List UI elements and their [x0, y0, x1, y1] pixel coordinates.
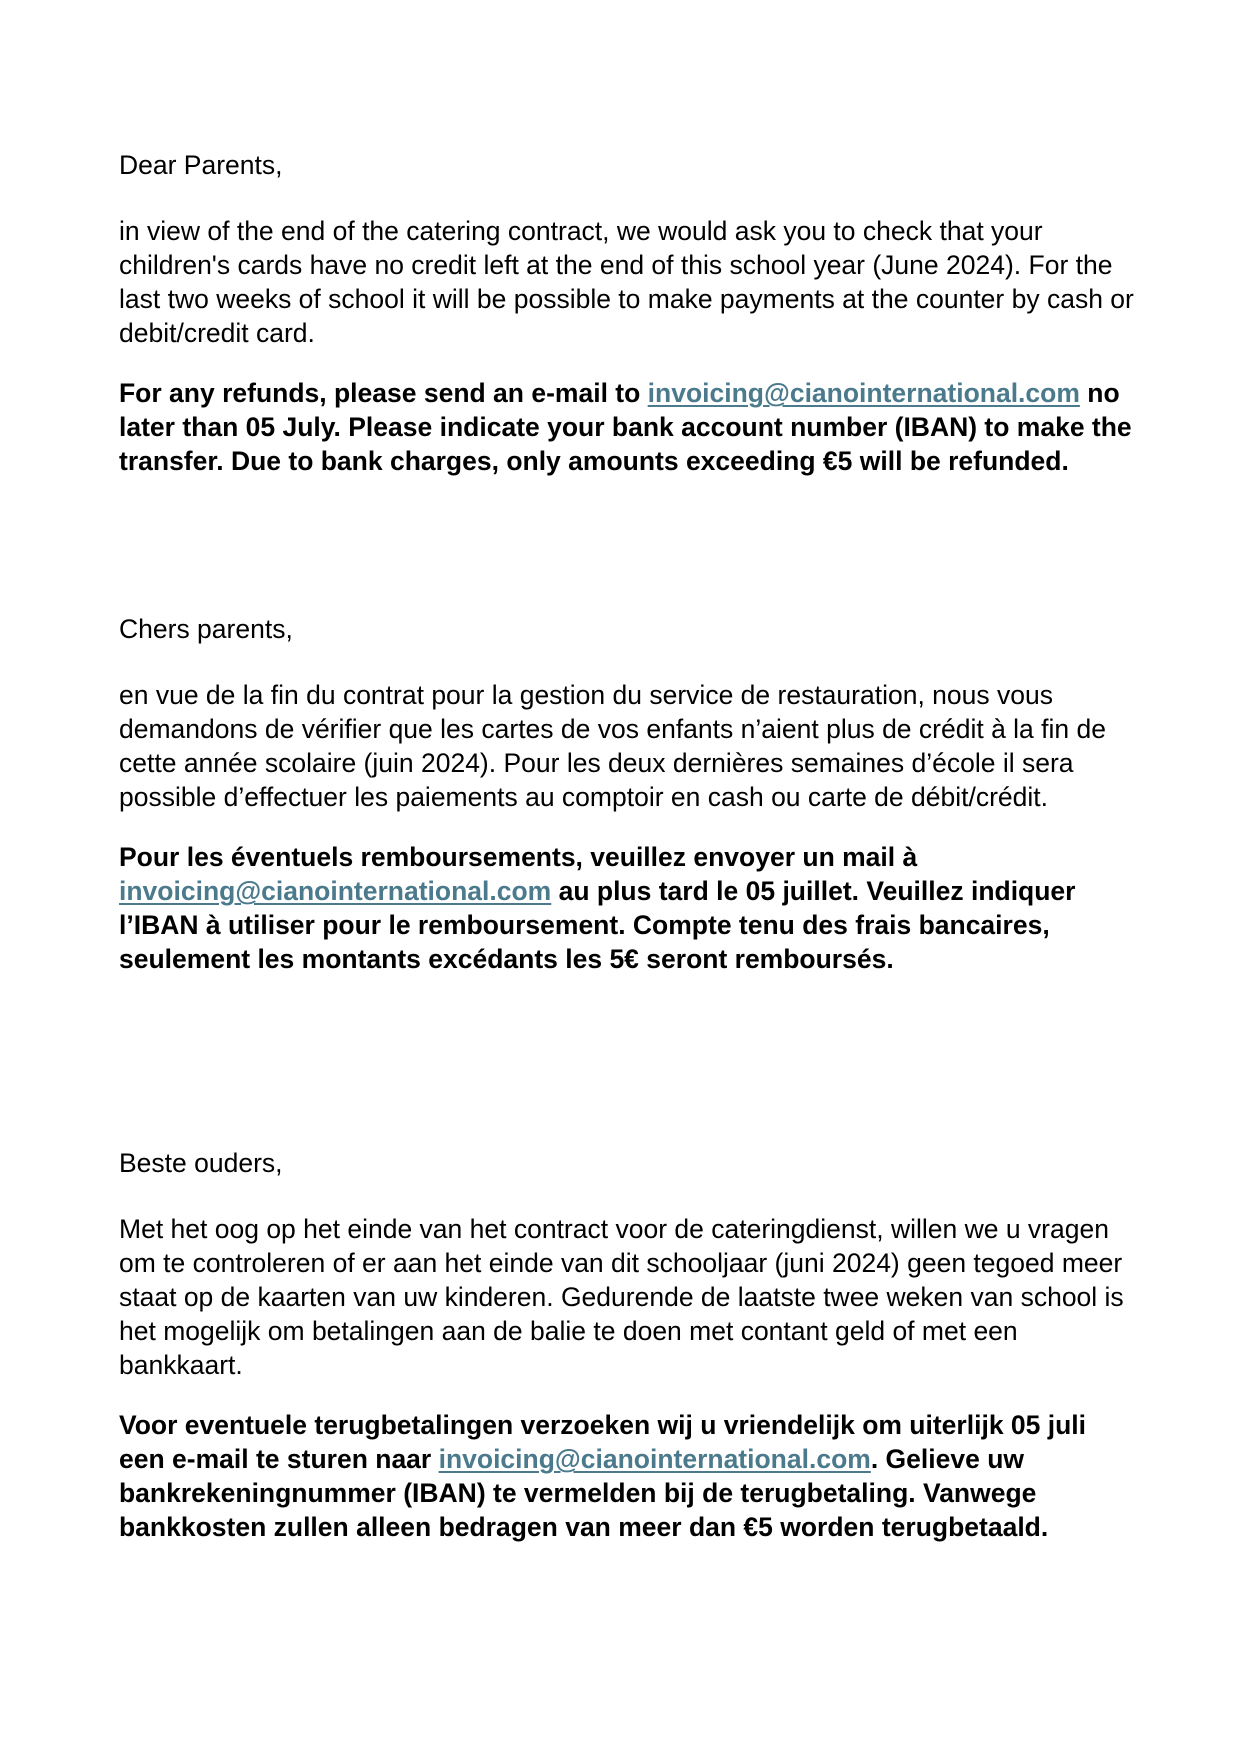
dutch-section — [119, 1146, 1139, 1544]
english-section — [119, 148, 1139, 478]
dutch-body: Met het oog op het einde van het contract voor de cateringdienst, willen we u vragen om te controleren of er aan het einde van dit schooljaar (juni 2024) geen tegoed meer staat op de kaarten van uw kinderen. Gedurende de laatste twee weken van school is het mogelijk om betalingen aan de balie te doen met contant geld of met een bankkaart. — [119, 1214, 1124, 1380]
dutch-email-link[interactable]: invoicing@cianointernational.com — [438, 1444, 871, 1474]
english-body: in view of the end of the catering contract, we would ask you to check that your children's cards have no credit left at the end of this school year (June 2024). For the last two weeks of school it will be possible to make payments at the counter by cash or debit/credit card. — [119, 216, 1134, 348]
french-body: en vue de la fin du contrat pour la gestion du service de restauration, nous vous demandons de vérifier que les cartes de vos enfants n’aient plus de crédit à la fin de cette année scolaire (juin 2024). Pour les deux dernières semaines d’école il sera possible d’effectuer les paiements au comptoir en cash ou carte de débit/crédit. — [119, 680, 1106, 812]
english-refund-notice — [119, 376, 1139, 478]
french-refund-text-after: au plus tard le 05 juillet. Veuillez indiquer l’IBAN à utiliser pour le remboursement. Compte tenu des frais bancaires, seulement les montants excédants les 5€ seront remboursés. — [119, 876, 1076, 974]
english-greeting: Dear Parents, — [119, 150, 283, 180]
french-refund-text-before: Pour les éventuels remboursements, veuillez envoyer un mail à — [119, 842, 918, 872]
french-email-link[interactable]: invoicing@cianointernational.com — [119, 876, 552, 906]
english-refund-text-after: no later than 05 July. Please indicate your bank account number (IBAN) to make the transfer. Due to bank charges, only amounts exceeding €5 will be refunded. — [119, 378, 1132, 476]
dutch-greeting: Beste ouders, — [119, 1148, 283, 1178]
dutch-refund-text-before: Voor eventuele terugbetalingen verzoeken wij u vriendelijk om uiterlijk 05 juli een e-mail te sturen naar — [119, 1410, 1087, 1474]
english-email-link[interactable]: invoicing@cianointernational.com — [647, 378, 1080, 408]
french-section — [119, 612, 1139, 976]
dutch-refund-notice — [119, 1408, 1139, 1544]
dutch-refund-text-after: . Gelieve uw bankrekeningnummer (IBAN) te vermelden bij de terugbetaling. Vanwege bankkosten zullen alleen bedragen van meer dan €5 worden terugbetaald. — [119, 1444, 1049, 1542]
french-greeting: Chers parents, — [119, 614, 293, 644]
english-refund-text-before: For any refunds, please send an e-mail to — [119, 378, 648, 408]
french-refund-notice — [119, 840, 1139, 976]
